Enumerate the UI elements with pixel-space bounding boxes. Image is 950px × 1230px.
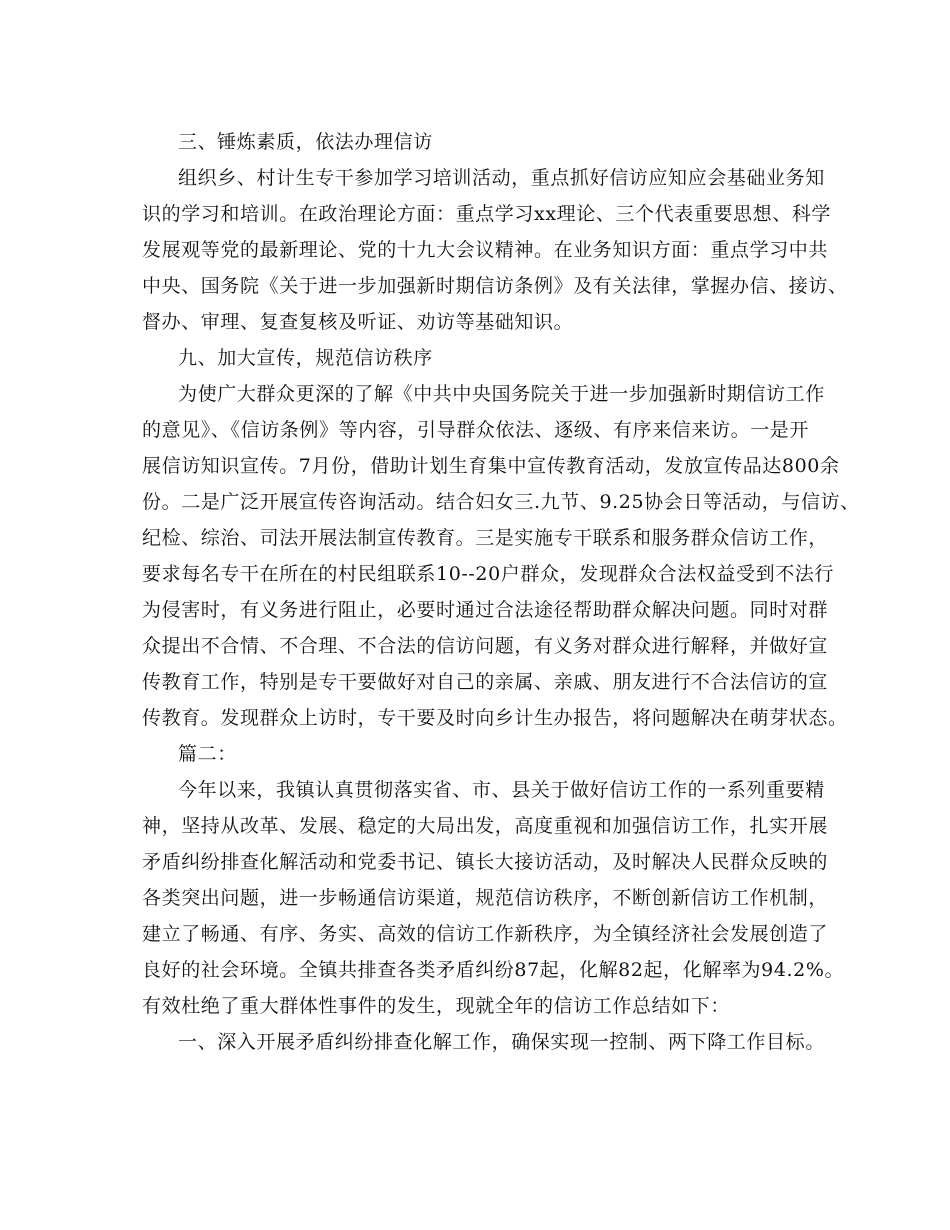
paragraph-line: 众提出不合情、不合理、不合法的信访问题，有义务对群众进行解释，并做好宣 xyxy=(142,635,829,657)
section-heading: 九、加大宣传，规范信访秩序 xyxy=(178,347,433,369)
paragraph-line: 传教育工作，特别是专干要做好对自己的亲属、亲戚、朋友进行不合法信访的宣 xyxy=(142,671,829,693)
section-heading: 篇二： xyxy=(178,743,237,765)
paragraph-line: 纪检、综治、司法开展法制宣传教育。三是实施专干联系和服务群众信访工作， xyxy=(142,527,829,549)
paragraph-line: 传教育。发现群众上访时，专干要及时向乡计生办报告，将问题解决在萌芽状态。 xyxy=(142,707,848,729)
section-heading: 一、深入开展矛盾纠纷排查化解工作，确保实现一控制、两下降工作目标。 xyxy=(178,1031,825,1053)
paragraph-line: 神，坚持从改革、发展、稳定的大局出发，高度重视和加强信访工作，扎实开展 xyxy=(142,815,829,837)
section-heading: 三、锤炼素质，依法办理信访 xyxy=(178,131,433,153)
paragraph-line: 矛盾纠纷排查化解活动和党委书记、镇长大接访活动，及时解决人民群众反映的 xyxy=(142,851,829,873)
paragraph-line: 良好的社会环境。全镇共排查各类矛盾纠纷87起，化解82起，化解率为94.2%。 xyxy=(142,959,845,981)
paragraph-line: 要求每名专干在所在的村民组联系10--20户群众，发现群众合法权益受到不法行 xyxy=(142,563,834,585)
paragraph-line: 各类突出问题，进一步畅通信访渠道，规范信访秩序，不断创新信访工作机制， xyxy=(142,887,829,909)
paragraph-line: 份。二是广泛开展宣传咨询活动。结合妇女三.九节、9.25协会日等活动，与信访、 xyxy=(142,491,860,513)
paragraph-line: 发展观等党的最新理论、党的十九大会议精神。在业务知识方面：重点学习中共 xyxy=(142,239,829,261)
paragraph-line: 识的学习和培训。在政治理论方面：重点学习xx理论、三个代表重要思想、科学 xyxy=(142,203,832,225)
paragraph-line: 为使广大群众更深的了解《中共中央国务院关于进一步加强新时期信访工作 xyxy=(178,383,825,405)
paragraph-line: 督办、审理、复查复核及听证、劝访等基础知识。 xyxy=(142,311,574,333)
paragraph-line: 为侵害时，有义务进行阻止，必要时通过合法途径帮助群众解决问题。同时对群 xyxy=(142,599,829,621)
paragraph-line: 组织乡、村计生专干参加学习培训活动，重点抓好信访应知应会基础业务知 xyxy=(178,167,825,189)
paragraph-line: 的意见》、《信访条例》等内容，引导群众依法、逐级、有序来信来访。一是开 xyxy=(142,419,810,441)
paragraph-line: 展信访知识宣传。7月份，借助计划生育集中宣传教育活动，发放宣传品达800余 xyxy=(142,455,840,477)
paragraph-line: 中央、国务院《关于进一步加强新时期信访条例》及有关法律，掌握办信、接访、 xyxy=(142,275,848,297)
paragraph-line: 建立了畅通、有序、务实、高效的信访工作新秩序，为全镇经济社会发展创造了 xyxy=(142,923,829,945)
paragraph-line: 今年以来，我镇认真贯彻落实省、市、县关于做好信访工作的一系列重要精 xyxy=(178,779,825,801)
paragraph-line: 有效杜绝了重大群体性事件的发生，现就全年的信访工作总结如下： xyxy=(142,995,731,1017)
